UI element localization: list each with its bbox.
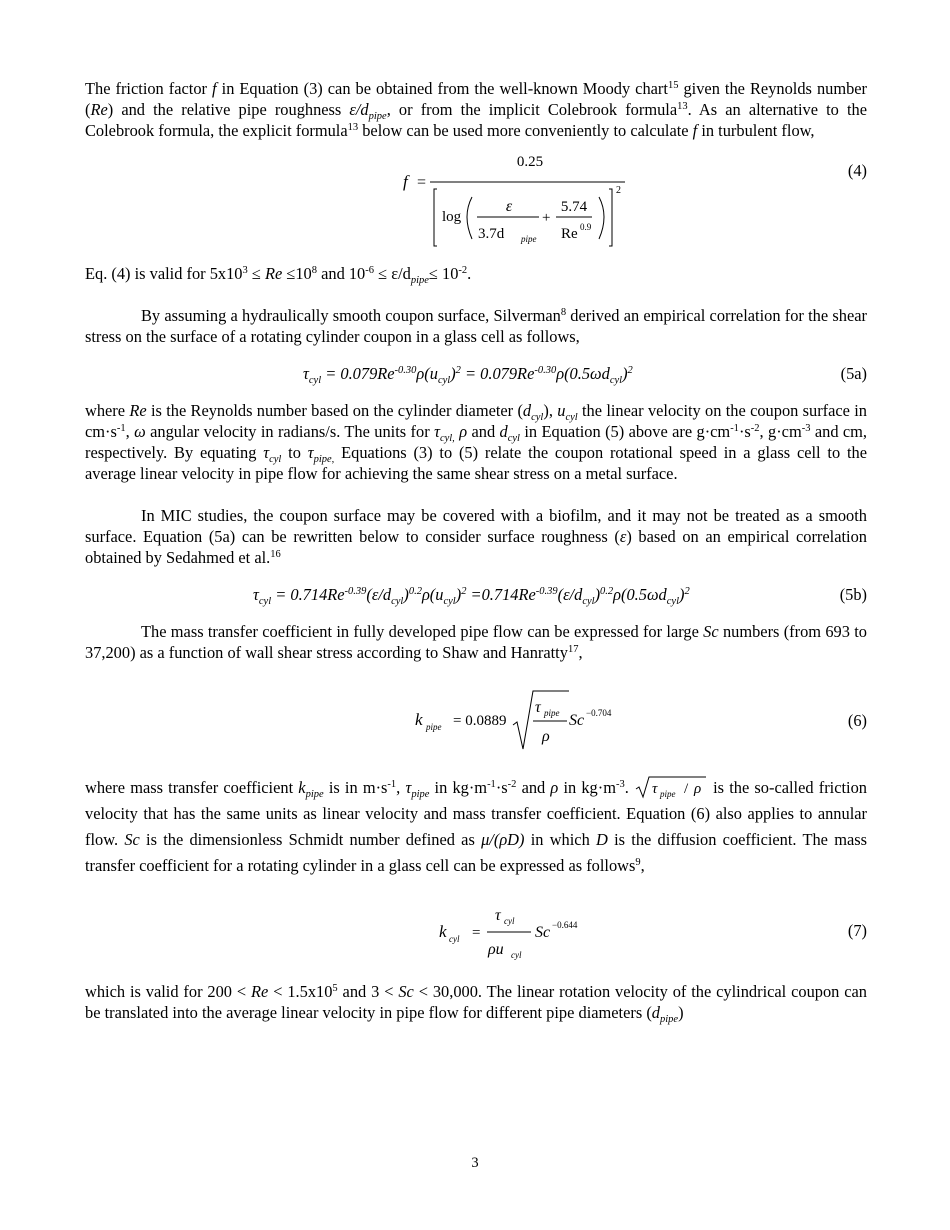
svg-text:/: / xyxy=(683,781,689,797)
paragraph-eq4-validity: Eq. (4) is valid for $5x10^3 \le Re \le 10^8$ and $10^{-6} \le \varepsilon/d_{pipe}\le 10^{-2}$. xyxy=(85,264,472,286)
svg-text:Sc: Sc xyxy=(569,712,585,729)
svg-text:+: + xyxy=(542,210,551,226)
svg-text:τ: τ xyxy=(651,781,658,797)
equation-7-formula xyxy=(437,897,607,965)
page-number: 3 xyxy=(471,1155,479,1171)
equation-number: (5a) xyxy=(840,364,867,383)
svg-text:pipe: pipe xyxy=(659,789,676,799)
equation-number: (4) xyxy=(847,161,867,180)
equation-4-formula xyxy=(395,141,635,249)
equation-6 xyxy=(85,663,867,775)
svg-text:f: f xyxy=(403,172,408,191)
svg-text:ε: ε xyxy=(505,198,513,215)
svg-text:cyl: cyl xyxy=(511,950,522,960)
equation-6-formula xyxy=(413,685,633,757)
equation-7 xyxy=(85,879,867,981)
svg-text:τ: τ xyxy=(495,907,501,924)
equation-5a-formula: $\tau_{cyl} = 0.079Re^{-0.30}\rho(u_{cyl})^2 = 0.079Re^{-0.30}\rho(0.5\omega d_{cyl})^2$ xyxy=(303,364,633,386)
equation-number: (7) xyxy=(847,921,867,940)
equation-5a xyxy=(85,347,867,400)
svg-text:cyl: cyl xyxy=(449,934,460,944)
svg-text:=: = xyxy=(417,174,427,191)
svg-text:−0.704: −0.704 xyxy=(586,708,612,718)
svg-text:Sc: Sc xyxy=(535,924,551,941)
svg-text:ρ: ρ xyxy=(693,781,702,797)
svg-text:0.9: 0.9 xyxy=(580,222,592,232)
svg-text:k: k xyxy=(439,922,447,941)
svg-text:0.25: 0.25 xyxy=(516,154,544,170)
svg-text:5.74: 5.74 xyxy=(560,199,588,215)
equation-4 xyxy=(85,141,867,249)
svg-text:ρ: ρ xyxy=(542,728,550,745)
paragraph-friction-factor: The friction factor f in Equation (3) can be obtained from the well-known Moody chart$^{15}$ given the Reynolds number (Re) and the relative pipe roughness $\varepsilon/d_{pipe}$, or from the implicit Colebrook formula$^{13}$. As an alternative to the Colebrook formula, the explicit formula$^{13}$ below can be used more conveniently to calculate f in turbulent flow, xyxy=(85,79,868,140)
equation-5b-formula: $\tau_{cyl} = 0.714Re^{-0.39}(\varepsilon/d_{cyl})^{0.2}\rho(u_{cyl})^2 =0.714Re^{-0.39}(\varepsilon/d_{cyl})^{0.2}\rho(0.5\omega d_{cyl})^2$ xyxy=(253,585,690,607)
svg-text:= 0.0889: = 0.0889 xyxy=(453,713,507,729)
paragraph-friction-velocity: where mass transfer coefficient $k_{pipe}$ is in $m\cdot s^{-1}$, $\tau_{pipe}$ in $kg\cdot m^{-1}\cdot s^{-2}$ and ρ in $kg\cdot m^{-3}$. τ pipe / ρ is the so-called friction velocity that has the same units as linear velocity and mass transfer coefficient. Equation (6) also applies to annular flow. Sc is the dimensionless Schmidt number defined as μ/(ρD) in which D is the diffusion coefficient. The mass transfer coefficient for a rotating cylinder in a glass cell can be expressed as follows$^9$, xyxy=(85,775,867,879)
paragraph-validity-7: which is valid for $200 < Re < 1.5x10^5$ and 3 < Sc < 30,000. The linear rotation velocity of the cylindrical coupon can be translated into the average linear velocity in pipe flow for different pipe diameters $(d_{pipe})$ xyxy=(85,982,868,1025)
svg-text:=: = xyxy=(472,925,481,941)
svg-text:ρu: ρu xyxy=(488,941,504,958)
svg-text:−0.644: −0.644 xyxy=(552,920,578,930)
svg-text:Re: Re xyxy=(561,226,578,242)
svg-text:3.7d: 3.7d xyxy=(478,226,505,242)
svg-text:pipe: pipe xyxy=(521,234,537,244)
paragraph-units: where Re is the Reynolds number based on the cylinder diameter $(d_{cyl})$, $u_{cyl}$ the linear velocity on the coupon surface in $cm\cdot s^{-1}$, ω angular velocity in radians/s. The units for $\tau_{cyl,}$ ρ and $d_{cyl}$ in Equation (5) above are $g\cdot cm^{-1}\cdot s^{-2}$, $g\cdot cm^{-3}$ and cm, respectively. By equating $\tau_{cyl}$ to $\tau_{pipe,}$ Equations (3) to (5) relate the coupon rotational speed in a glass cell to the average linear velocity in pipe flow for achieving the same shear stress on a metal surface. xyxy=(85,401,868,483)
svg-text:log: log xyxy=(442,209,462,225)
page-body xyxy=(85,78,867,1023)
svg-text:pipe: pipe xyxy=(544,708,560,718)
equation-number: (5b) xyxy=(839,585,867,604)
paragraph-silverman: By assuming a hydraulically smooth coupon surface, Silverman$^8$ derived an empirical correlation for the shear stress on the surface of a rotating cylinder coupon in a glass cell as follows, xyxy=(85,306,867,346)
paragraph-mass-transfer: The mass transfer coefficient in fully developed pipe flow can be expressed for large Sc numbers (from 693 to 37,200) as a function of wall shear stress according to Shaw and Hanratty$^{17}$, xyxy=(85,622,867,662)
svg-text:pipe: pipe xyxy=(426,722,442,732)
paragraph-mic: In MIC studies, the coupon surface may be covered with a biofilm, and it may not be treated as a smooth surface. Equation (5a) can be rewritten below to consider surface roughness (ε) based on an empirical correlation obtained by Sedahmed et al.$^{16}$ xyxy=(85,506,867,567)
svg-text:k: k xyxy=(415,710,423,729)
svg-text:cyl: cyl xyxy=(504,916,515,926)
friction-velocity-sqrt xyxy=(634,775,708,799)
equation-number: (6) xyxy=(847,711,867,730)
svg-text:τ: τ xyxy=(535,699,541,716)
svg-text:2: 2 xyxy=(616,185,621,196)
equation-5b xyxy=(85,568,867,621)
